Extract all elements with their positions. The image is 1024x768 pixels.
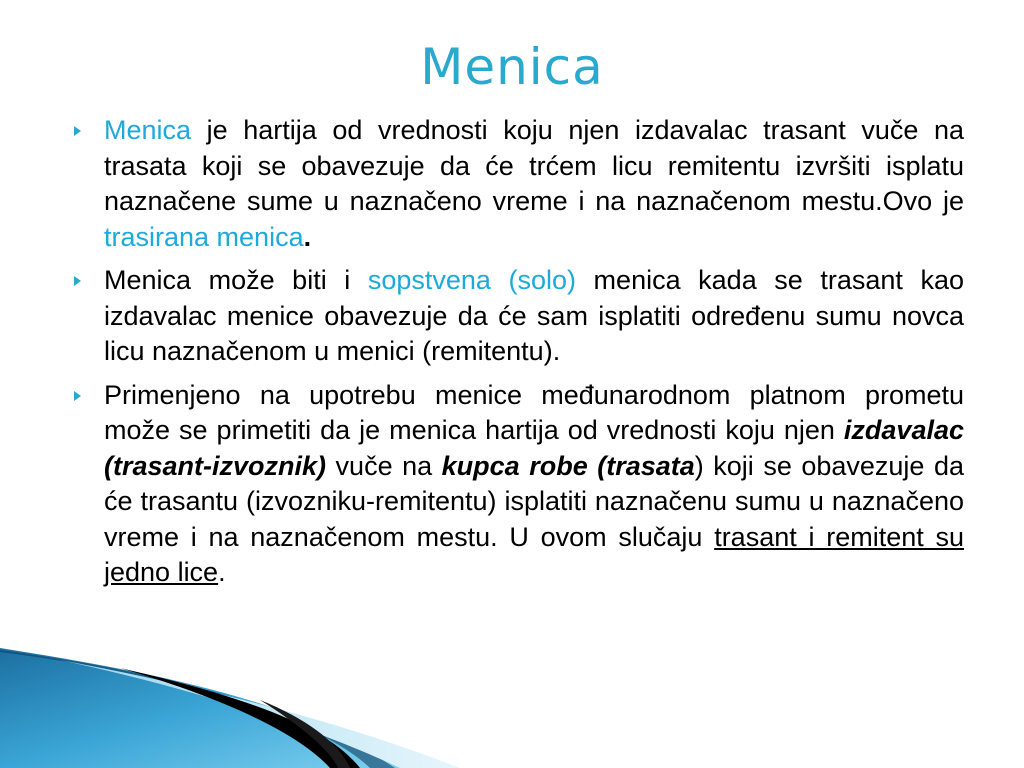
bullet-text: je hartija od vrednosti koju njen izdavalac trasant vuče na trasata koji se obavezuje da će trćem licu remitentu izvršiti isplatu naznačene sume u naznačeno vreme i na naznačenom mestu.Ovo je xyxy=(104,115,964,216)
term-izdavalac: izdavalac (trasant-izvoznik) xyxy=(104,415,964,481)
bullet-text: . xyxy=(303,221,312,252)
bullet-arrow-icon xyxy=(74,391,81,401)
term-menica: Menica xyxy=(104,115,192,145)
bullet-arrow-icon xyxy=(74,276,81,286)
bullet-list xyxy=(74,113,964,599)
bullet-item-3 xyxy=(74,378,964,591)
term-kupca-robe: kupca robe (trasata xyxy=(441,450,695,481)
bullet-text: Primenjeno na upotrebu menice međunarodnom platnom prometu može se primetiti da je menica hartija od vrednosti koju njen xyxy=(104,379,964,445)
bullet-text: vuče na xyxy=(326,450,442,481)
bullet-text: Menica može biti i xyxy=(104,265,368,295)
bullet-text: ) koji se obavezuje da će trasantu (izvozniku-remitentu) isplatiti naznačenu sumu u naznačeno vreme i na naznačenom mestu. U ovom slučaju xyxy=(104,450,964,552)
bullet-item-2 xyxy=(74,263,964,370)
bullet-text: menica kada se trasant kao izdavalac menice obavezuje da će sam isplatiti određenu sumu novca licu naznačenom u menici (remitentu). xyxy=(104,265,964,366)
bullet-item-1 xyxy=(74,113,964,255)
underlined-conclusion: trasant i remitent su jedno lice xyxy=(104,521,965,587)
bullet-arrow-icon xyxy=(74,126,81,136)
bullet-text: . xyxy=(218,557,226,587)
term-trasirana-menica: trasirana menica xyxy=(104,221,304,252)
slide-title: Menica xyxy=(420,38,604,96)
term-sopstvena-solo: sopstvena (solo) xyxy=(367,265,576,295)
